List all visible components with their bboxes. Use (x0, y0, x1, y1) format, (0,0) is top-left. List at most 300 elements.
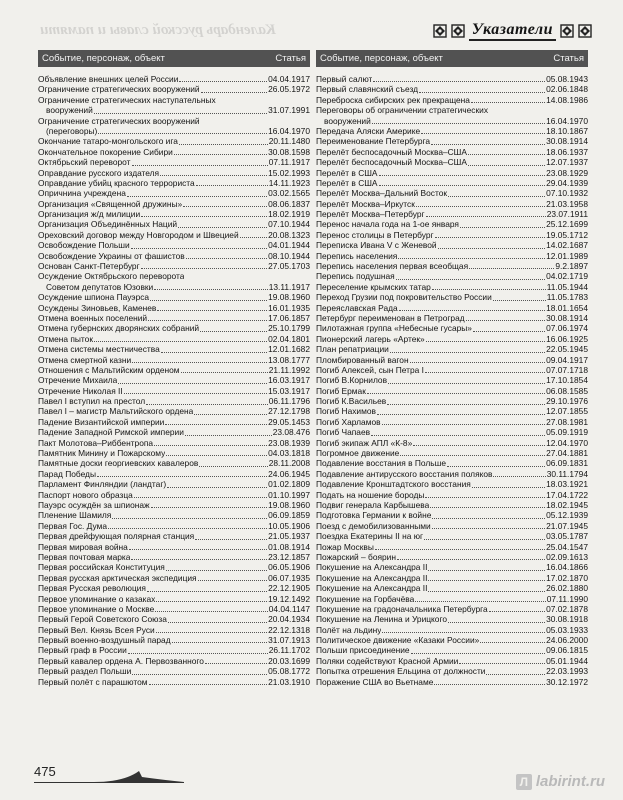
leader-dots (426, 341, 545, 342)
entry-text: Объявление внешних целей России (38, 74, 179, 84)
index-entry (316, 583, 588, 593)
leader-dots (460, 227, 545, 228)
leader-dots (379, 175, 546, 176)
entry-date: 31.07.1991 (268, 105, 310, 116)
entry-text: Погиб В.Корнилов (316, 375, 388, 386)
leader-dots (132, 362, 267, 363)
index-entry (38, 427, 310, 437)
leader-dots (390, 352, 545, 353)
index-entry (316, 552, 588, 562)
entry-date: 19.08.1960 (268, 500, 310, 510)
entry-date: 25.12.1699 (546, 219, 588, 230)
leader-dots (141, 216, 267, 217)
entry-date: 16.04.1970 (546, 115, 588, 126)
entry-date: 01.08.1914 (268, 541, 310, 552)
index-entry (38, 479, 310, 489)
entry-date: 29.04.1939 (546, 177, 588, 188)
index-entry (316, 666, 588, 676)
leader-dots (160, 175, 267, 176)
index-entry (316, 542, 588, 552)
entry-date: 16.04.1866 (546, 562, 588, 573)
entry-date: 12.07.1855 (546, 406, 588, 417)
leader-dots (413, 445, 545, 446)
index-entry (38, 95, 310, 105)
index-entry (316, 531, 588, 541)
leader-dots (201, 92, 267, 93)
index-entry (38, 261, 310, 271)
leader-dots (472, 487, 545, 488)
entry-date: 08.06.1837 (268, 198, 310, 209)
leader-dots (432, 289, 546, 290)
entry-text: Ограничение стратегических вооружений (38, 115, 200, 126)
index-entry (316, 178, 588, 188)
leader-dots (367, 393, 545, 394)
leader-dots (200, 331, 267, 332)
entry-text: Первый раздел Польши (38, 666, 132, 677)
entry-date: 05.03.1933 (546, 624, 588, 635)
entry-text: Покушение на Александра II (316, 572, 428, 583)
entry-date: 05.09.1919 (546, 427, 588, 438)
entry-text: Пожар Москвы (316, 541, 374, 552)
entry-date: 25.10.1799 (268, 323, 310, 334)
leader-dots (132, 165, 268, 166)
entry-text: Перелёт Москва–Петербург (316, 209, 425, 220)
leader-dots (428, 580, 545, 581)
leader-dots (379, 185, 546, 186)
entry-date: 02.09.1613 (546, 551, 588, 562)
entry-text: Переброска сибирских рек прекращена (316, 94, 470, 105)
entry-date: 08.10.1944 (268, 250, 310, 261)
index-entry (316, 240, 588, 250)
entry-text: Перенос начала года на 1-ое января (316, 219, 459, 230)
entry-text: Организация Объединённых Наций (38, 219, 178, 230)
index-entry (316, 219, 588, 229)
entry-text: Первый салют (316, 74, 373, 84)
column-header-event: Событие, персонаж, объект (42, 53, 165, 64)
index-entry (38, 583, 310, 593)
entry-text: Парад Победы (38, 468, 96, 479)
entry-text: Освобождение Польши (38, 240, 130, 251)
index-entry (316, 573, 588, 583)
index-entry (316, 199, 588, 209)
leader-dots (165, 424, 267, 425)
leader-dots (166, 455, 267, 456)
entry-text: Первая российская Конституция (38, 562, 165, 573)
leader-dots (196, 185, 268, 186)
index-entry (316, 635, 588, 645)
index-entry (316, 500, 588, 510)
leader-dots (156, 632, 267, 633)
section-title: Указатели (469, 21, 556, 41)
entry-text: Подготовка Германии к войне (316, 510, 432, 521)
entry-date: 18.01.1654 (546, 302, 588, 313)
entry-date: 25.04.1547 (546, 541, 588, 552)
index-column-left (38, 50, 310, 687)
leader-dots (400, 455, 545, 456)
entry-date: 11.05.1783 (546, 292, 588, 303)
leader-dots (166, 570, 267, 571)
leader-dots (431, 144, 545, 145)
leader-dots (154, 289, 267, 290)
watermark (516, 773, 605, 790)
entry-text: Погиб экипаж АПЛ «К-8» (316, 437, 413, 448)
index-entry (316, 521, 588, 531)
entry-text: Поляки содействуют Красной Армии (316, 655, 459, 666)
column-header-event: Событие, персонаж, объект (320, 53, 443, 64)
entry-date: 22.12.1905 (268, 583, 310, 594)
index-entry (38, 365, 310, 375)
entry-text: Падение Византийской империи (38, 416, 165, 427)
column-header-article: Статья (275, 53, 306, 64)
index-entry (38, 344, 310, 354)
leader-dots (194, 414, 267, 415)
leader-dots (198, 580, 268, 581)
entry-date: 05.08.1943 (546, 74, 588, 84)
entry-date: 04.01.1944 (268, 240, 310, 251)
index-entry (38, 74, 310, 84)
index-entry (38, 448, 310, 458)
index-entry (38, 355, 310, 365)
entry-date: 22.05.1945 (546, 344, 588, 355)
entry-text: Пломбированный вагон (316, 354, 409, 365)
leader-dots (168, 622, 267, 623)
leader-dots (172, 642, 267, 643)
index-entry (316, 147, 588, 157)
index-entry (316, 84, 588, 94)
index-list (316, 74, 588, 687)
entry-date: 06.08.1585 (546, 385, 588, 396)
index-entry (38, 407, 310, 417)
index-entry (316, 479, 588, 489)
leader-dots (469, 268, 554, 269)
entry-text: Ограничение стратегических наступательных (38, 94, 216, 105)
entry-text: Переименование Петербурга (316, 136, 431, 147)
index-entry (316, 604, 588, 614)
entry-date: 17.04.1722 (546, 489, 588, 500)
leader-dots (468, 154, 545, 155)
entry-date: 28.11.2008 (268, 458, 310, 469)
index-entry (316, 105, 588, 115)
leader-dots (154, 445, 267, 446)
leader-dots (430, 507, 545, 508)
entry-text: Первая Русская революция (38, 583, 146, 594)
index-entry (38, 178, 310, 188)
entry-date: 22.03.1993 (546, 666, 588, 677)
leader-dots (181, 372, 268, 373)
leader-dots (178, 227, 267, 228)
column-header (316, 50, 588, 67)
leader-dots (141, 268, 267, 269)
index-entry (38, 386, 310, 396)
entry-date: 22.12.1318 (268, 624, 310, 635)
entry-text: Отмена пыток (38, 333, 93, 344)
entry-date: 27.05.1703 (268, 261, 310, 272)
entry-date: 09.06.1815 (546, 645, 588, 656)
index-entry (316, 469, 588, 479)
leader-dots (489, 611, 545, 612)
entry-text: Погиб Нахимов (316, 406, 376, 417)
leader-dots (375, 549, 545, 550)
entry-date: 17.10.1854 (546, 375, 588, 386)
index-entry (316, 375, 588, 385)
index-entry (316, 261, 588, 271)
leader-dots (149, 684, 268, 685)
section-heading (433, 20, 592, 42)
index-entry (316, 292, 588, 302)
entry-date: 15.03.1917 (268, 385, 310, 396)
leader-dots (174, 154, 267, 155)
entry-text: Перелёт в США (316, 177, 378, 188)
entry-text: Переход Грузии под покровительство России (316, 292, 492, 303)
leader-dots (432, 528, 545, 529)
entry-text: Первая дрейфующая полярная станция (38, 531, 195, 542)
entry-date: 15.02.1993 (268, 167, 310, 178)
entry-text: Осуждены Зиновьев, Каменев (38, 302, 157, 313)
index-column-right (316, 50, 588, 687)
entry-text: Организация ж/д милиции (38, 209, 141, 220)
entry-text: Парламент Финляндии (ландтаг) (38, 479, 167, 490)
index-entry (316, 188, 588, 198)
leader-dots (183, 206, 267, 207)
leader-dots (186, 258, 267, 259)
leader-dots (448, 196, 545, 197)
leader-dots (434, 684, 545, 685)
entry-date: 23.08.1929 (546, 167, 588, 178)
entry-text: Ореховский договор между Новгородом и Швецией (38, 229, 239, 240)
entry-text: Отмена губернских дворянских собраний (38, 323, 200, 334)
index-entry (38, 126, 310, 136)
index-entry (38, 521, 310, 531)
entry-date: 10.05.1906 (268, 520, 310, 531)
entry-text: Перелёт Москва–Дальний Восток (316, 188, 448, 199)
entry-date: 19.05.1712 (546, 229, 588, 240)
index-entry (38, 510, 310, 520)
leader-dots (373, 81, 545, 82)
entry-date: 31.07.1913 (268, 635, 310, 646)
entry-date: 07.10.1944 (268, 219, 310, 230)
column-header-article: Статья (553, 53, 584, 64)
entry-date: 13.08.1777 (268, 354, 310, 365)
index-entry (316, 386, 588, 396)
entry-date: 06.11.1796 (268, 396, 310, 407)
index-entry (38, 230, 310, 240)
entry-text: Первый Герой Советского Союза (38, 614, 167, 625)
leader-dots (179, 81, 267, 82)
index-entry (316, 344, 588, 354)
index-entry (38, 251, 310, 261)
entry-text: Освобождение Украины от фашистов (38, 250, 185, 261)
entry-date: 24.06.2000 (546, 635, 588, 646)
entry-date: 12.04.1970 (546, 437, 588, 448)
leader-dots (411, 653, 546, 654)
entry-text: Политическое движение «Казаки России» (316, 635, 480, 646)
index-entry (316, 448, 588, 458)
ornament-icon (560, 24, 574, 38)
leader-dots (148, 320, 267, 321)
entry-date: 29.10.1976 (546, 396, 588, 407)
leader-dots (447, 466, 545, 467)
entry-date: 12.01.1989 (546, 250, 588, 261)
index-entry (316, 157, 588, 167)
leader-dots (396, 279, 545, 280)
entry-date: 23.12.1857 (268, 551, 310, 562)
index-entry (38, 594, 310, 604)
index-entry (38, 334, 310, 344)
index-entry (316, 510, 588, 520)
entry-date: 06.07.1935 (268, 572, 310, 583)
entry-text: Перепись населения первая всеобщая (316, 261, 469, 272)
index-entry (38, 573, 310, 583)
entry-text: Покушение на градоначальника Петербурга (316, 603, 488, 614)
leader-dots (157, 310, 267, 311)
entry-text: Пилотажная группа «Небесные гусары» (316, 323, 472, 334)
index-entry (38, 157, 310, 167)
ornament-icon (451, 24, 465, 38)
entry-text: Пожарский – боярин (316, 551, 396, 562)
page-footer (34, 760, 214, 786)
leader-dots (98, 133, 267, 134)
leader-dots (132, 674, 267, 675)
leader-dots (94, 113, 267, 114)
entry-text: Первая Гос. Дума (38, 520, 108, 531)
leader-dots (388, 383, 545, 384)
entry-text: Поражение США во Вьетнаме (316, 676, 434, 687)
entry-text: Паспорт нового образца (38, 489, 133, 500)
entry-date: 21.05.1937 (268, 531, 310, 542)
index-entry (38, 375, 310, 385)
entry-text: Покушение на Ленина и Урицкого (316, 614, 447, 625)
leader-dots (387, 404, 545, 405)
entry-date: 9.2.1897 (555, 261, 588, 272)
leader-dots (466, 320, 545, 321)
entry-text: Подавление Кронштадтского восстания (316, 479, 471, 490)
entry-text: Погиб Харламов (316, 416, 381, 427)
leader-dots (425, 372, 545, 373)
entry-date: 30.11.1794 (546, 468, 588, 479)
leader-dots (124, 393, 267, 394)
index-entry (316, 490, 588, 500)
index-entry (38, 105, 310, 115)
index-entry (316, 645, 588, 655)
entry-date: 05.12.1939 (546, 510, 588, 521)
entry-date: 20.11.1480 (268, 136, 310, 147)
leader-dots (410, 362, 546, 363)
watermark-text: labirint.ru (535, 773, 605, 790)
index-entry (38, 645, 310, 655)
entry-date: 23.08.476 (272, 427, 310, 438)
entry-text: Погиб Алексей, сын Петра I (316, 364, 424, 375)
index-entry (316, 407, 588, 417)
entry-date: 27.04.1881 (546, 448, 588, 459)
entry-date: 17.06.1857 (268, 312, 310, 323)
entry-date: 21.03.1958 (546, 198, 588, 209)
entry-text: Окончание татаро-монгольского ига (38, 136, 178, 147)
entry-text: Полёт на льдину (316, 624, 382, 635)
entry-text: Первый военно-воздушный парад (38, 635, 171, 646)
entry-text: Перелёт беспосадочный Москва–США (316, 146, 467, 157)
entry-date: 07.06.1974 (546, 323, 588, 334)
leader-dots (134, 497, 267, 498)
leader-dots (94, 341, 267, 342)
entry-date: 19.12.1492 (268, 593, 310, 604)
index-entry (38, 188, 310, 198)
entry-text: Отношения с Мальтийским орденом (38, 364, 180, 375)
index-entry (316, 625, 588, 635)
entry-text: Погиб Чапаев (316, 427, 371, 438)
index-entry (316, 209, 588, 219)
index-entry (316, 355, 588, 365)
leader-dots (425, 497, 545, 498)
leader-dots (118, 383, 267, 384)
index-entry (316, 396, 588, 406)
entry-text: Опричнина учреждена (38, 188, 126, 199)
index-entry (38, 562, 310, 572)
entry-text: Пакт Молотова–Риббентропа (38, 437, 154, 448)
entry-date: 16.04.1970 (268, 125, 310, 136)
entry-text: Первый Вел. Князь Всея Руси (38, 624, 155, 635)
entry-text: Отмена системы местничества (38, 344, 160, 355)
index-entry (316, 282, 588, 292)
index-entry (316, 438, 588, 448)
swoosh-icon (94, 768, 184, 784)
index-entry (38, 240, 310, 250)
leader-dots (372, 123, 545, 124)
index-entry (316, 116, 588, 126)
entry-date: 05.08.1772 (268, 666, 310, 677)
index-entry (316, 656, 588, 666)
entry-date: 01.10.1997 (268, 489, 310, 500)
index-entry (38, 614, 310, 624)
index-entry (38, 313, 310, 323)
entry-text: Осуждение Октябрьского переворота (38, 271, 185, 282)
entry-date: 18.02.1919 (268, 209, 310, 220)
entry-text: (переговоры) (46, 125, 98, 136)
leader-dots (240, 237, 267, 238)
entry-text: Первый полёт с парашютом (38, 676, 148, 687)
entry-text: Памятные доски георгиевских кавалеров (38, 458, 199, 469)
leader-dots (493, 476, 545, 477)
leader-dots (428, 591, 545, 592)
index-entry (316, 126, 588, 136)
leader-dots (435, 237, 546, 238)
entry-text: Павел I вступил на престол (38, 396, 146, 407)
entry-date: 21.03.1910 (268, 676, 310, 687)
leader-dots (131, 248, 267, 249)
entry-date: 30.08.1918 (546, 614, 588, 625)
entry-text: План репатриации (316, 344, 389, 355)
leader-dots (156, 601, 267, 602)
index-entry (38, 635, 310, 645)
entry-text: Пауэрс осуждён за шпионаж (38, 500, 150, 510)
entry-text: Переяславская Рада (316, 302, 398, 313)
index-entry (38, 469, 310, 479)
index-entry (316, 303, 588, 313)
leader-dots (448, 622, 545, 623)
entry-date: 07.07.1718 (546, 364, 588, 375)
leader-dots (377, 414, 545, 415)
leader-dots (167, 487, 267, 488)
entry-date: 11.05.1944 (546, 281, 588, 292)
entry-date: 03.02.1565 (268, 188, 310, 199)
entry-text: Перелёт Москва–Иркутск (316, 198, 415, 209)
bleed-through-title: Календарь русской славы и памяти (40, 22, 276, 38)
entry-text: Переговоры об ограничении стратегических (316, 105, 489, 116)
entry-text: Первый граф в России (38, 645, 127, 656)
leader-dots (179, 144, 268, 145)
leader-dots (486, 674, 545, 675)
leader-dots (371, 435, 545, 436)
entry-date: 18.03.1921 (546, 479, 588, 490)
